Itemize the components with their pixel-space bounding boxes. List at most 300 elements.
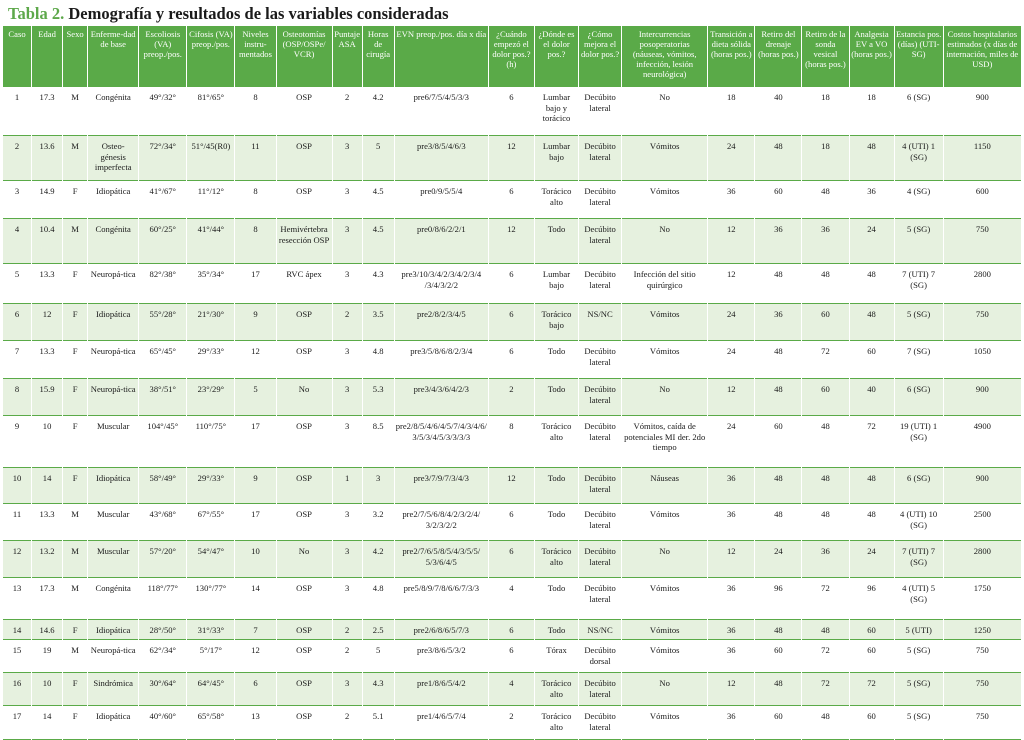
cell-sexo: M [63, 640, 87, 673]
cell-como-mejora: Decúbito lateral [579, 87, 621, 136]
cell-niveles-instrumentados: 17 [235, 416, 275, 468]
cell-estancia: 5 (SG) [895, 673, 943, 706]
cell-osteotomias: No [277, 541, 332, 578]
cell-donde-dolor: Lumbar bajo [535, 136, 578, 181]
cell-donde-dolor: Torácico alto [535, 706, 578, 740]
cell-enfermedad-de-base: Congénita [88, 219, 138, 264]
cell-niveles-instrumentados: 12 [235, 341, 275, 379]
cell-intercurrencias: No [622, 673, 707, 706]
cell-estancia: 5 (SG) [895, 219, 943, 264]
cell-cuando-dolor: 12 [489, 219, 534, 264]
cell-horas-de-cirugia: 3.2 [363, 504, 394, 541]
header-caso: Caso [3, 26, 31, 87]
cell-horas-de-cirugia: 3 [363, 468, 394, 504]
cell-niveles-instrumentados: 14 [235, 578, 275, 620]
cell-estancia: 5 (SG) [895, 640, 943, 673]
cell-evn: pre2/6/8/6/5/7/3 [395, 620, 488, 640]
cell-estancia: 4 (UTI) 5 (SG) [895, 578, 943, 620]
cell-donde-dolor: Torácico bajo [535, 304, 578, 341]
cell-costos: 750 [944, 304, 1021, 341]
cell-osteotomias: OSP [277, 620, 332, 640]
cell-escoliosis: 62°/34° [139, 640, 186, 673]
cell-transicion-dieta: 36 [708, 504, 754, 541]
cell-intercurrencias: Infección del sitio quirúrgico [622, 264, 707, 304]
cell-puntaje-asa: 3 [333, 341, 362, 379]
cell-donde-dolor: Torácico alto [535, 541, 578, 578]
table-row [3, 578, 1021, 620]
cell-osteotomias: OSP [277, 468, 332, 504]
cell-donde-dolor: Lumbar bajo [535, 264, 578, 304]
cell-caso: 17 [3, 706, 31, 740]
cell-enfermedad-de-base: Muscular [88, 541, 138, 578]
cell-edad: 14 [32, 468, 62, 504]
cell-enfermedad-de-base: Muscular [88, 416, 138, 468]
cell-estancia: 7 (UTI) 7 (SG) [895, 541, 943, 578]
cell-como-mejora: Decúbito lateral [579, 379, 621, 416]
cell-retiro-drenaje: 36 [755, 219, 801, 264]
cell-donde-dolor: Todo [535, 578, 578, 620]
cell-estancia: 4 (UTI) 10 (SG) [895, 504, 943, 541]
cell-analgesia: 48 [850, 504, 894, 541]
cell-donde-dolor: Torácico alto [535, 673, 578, 706]
cell-cuando-dolor: 12 [489, 468, 534, 504]
header-osteotomias: Osteotomías (OSP/OSPe/ VCR) [277, 26, 332, 87]
cell-cifosis: 11°/12° [187, 181, 234, 219]
cell-enfermedad-de-base: Congénita [88, 578, 138, 620]
header-como-mejora: ¿Cómo mejora el dolor pos.? [579, 26, 621, 87]
cell-estancia: 4 (UTI) 1 (SG) [895, 136, 943, 181]
cell-cuando-dolor: 6 [489, 87, 534, 136]
cell-puntaje-asa: 2 [333, 706, 362, 740]
cell-horas-de-cirugia: 3.5 [363, 304, 394, 341]
cell-intercurrencias: Náuseas [622, 468, 707, 504]
cell-caso: 15 [3, 640, 31, 673]
cell-como-mejora: Decúbito lateral [579, 673, 621, 706]
cell-osteotomias: OSP [277, 673, 332, 706]
cell-escoliosis: 41°/67° [139, 181, 186, 219]
cell-cifosis: 65°/58° [187, 706, 234, 740]
cell-sexo: F [63, 416, 87, 468]
cell-donde-dolor: Lumbar bajo y torácico [535, 87, 578, 136]
cell-intercurrencias: Vómitos [622, 504, 707, 541]
cell-costos: 900 [944, 468, 1021, 504]
cell-escoliosis: 40°/60° [139, 706, 186, 740]
cell-cifosis: 29°/33° [187, 341, 234, 379]
cell-intercurrencias: No [622, 219, 707, 264]
cell-estancia: 5 (SG) [895, 706, 943, 740]
table-row [3, 468, 1021, 504]
cell-retiro-sonda: 18 [802, 136, 848, 181]
cell-puntaje-asa: 3 [333, 578, 362, 620]
header-evn: EVN preop./pos. día x día [395, 26, 488, 87]
cell-evn: pre3/8/5/4/6/3 [395, 136, 488, 181]
header-escoliosis: Escoliosis (VA) preop./pos. [139, 26, 186, 87]
cell-donde-dolor: Todo [535, 504, 578, 541]
cell-como-mejora: Decúbito lateral [579, 264, 621, 304]
table-row [3, 620, 1021, 640]
cell-cuando-dolor: 6 [489, 640, 534, 673]
cell-edad: 15.9 [32, 379, 62, 416]
cell-horas-de-cirugia: 5 [363, 136, 394, 181]
cell-retiro-sonda: 72 [802, 640, 848, 673]
cell-horas-de-cirugia: 5.1 [363, 706, 394, 740]
cell-evn: pre6/7/5/4/5/3/3 [395, 87, 488, 136]
cell-estancia: 6 (SG) [895, 87, 943, 136]
cell-evn: pre1/4/6/5/7/4 [395, 706, 488, 740]
cell-retiro-drenaje: 48 [755, 504, 801, 541]
cell-transicion-dieta: 12 [708, 379, 754, 416]
cell-transicion-dieta: 36 [708, 640, 754, 673]
cell-donde-dolor: Torácico alto [535, 416, 578, 468]
cell-horas-de-cirugia: 4.2 [363, 87, 394, 136]
cell-analgesia: 60 [850, 341, 894, 379]
cell-intercurrencias: Vómitos [622, 136, 707, 181]
cell-transicion-dieta: 36 [708, 468, 754, 504]
table-row [3, 181, 1021, 219]
cell-como-mejora: Decúbito lateral [579, 219, 621, 264]
cell-retiro-sonda: 48 [802, 264, 848, 304]
cell-evn: pre2/8/2/3/4/5 [395, 304, 488, 341]
cell-enfermedad-de-base: Neuropá-tica [88, 640, 138, 673]
header-cifosis: Cifosis (VA) preop./pos. [187, 26, 234, 87]
cell-retiro-sonda: 18 [802, 87, 848, 136]
cell-sexo: F [63, 620, 87, 640]
cell-niveles-instrumentados: 6 [235, 673, 275, 706]
cell-caso: 10 [3, 468, 31, 504]
cell-retiro-drenaje: 48 [755, 379, 801, 416]
cell-horas-de-cirugia: 2.5 [363, 620, 394, 640]
cell-intercurrencias: Vómitos [622, 304, 707, 341]
cell-analgesia: 24 [850, 219, 894, 264]
cell-transicion-dieta: 12 [708, 219, 754, 264]
table-caption [2, 0, 1022, 26]
table-row [3, 219, 1021, 264]
header-row [3, 26, 1021, 87]
cell-edad: 19 [32, 640, 62, 673]
results-table [2, 26, 1022, 740]
cell-osteotomias: Hemivértebra resección OSP [277, 219, 332, 264]
table-row [3, 706, 1021, 740]
cell-analgesia: 24 [850, 541, 894, 578]
cell-edad: 17.3 [32, 87, 62, 136]
table-row [3, 341, 1021, 379]
cell-costos: 4900 [944, 416, 1021, 468]
cell-transicion-dieta: 24 [708, 416, 754, 468]
cell-retiro-drenaje: 60 [755, 706, 801, 740]
cell-retiro-sonda: 48 [802, 504, 848, 541]
cell-como-mejora: NS/NC [579, 304, 621, 341]
cell-donde-dolor: Todo [535, 379, 578, 416]
cell-retiro-drenaje: 36 [755, 304, 801, 341]
cell-intercurrencias: Vómitos [622, 620, 707, 640]
cell-osteotomias: OSP [277, 640, 332, 673]
header-donde-dolor: ¿Dónde es el dolor pos.? [535, 26, 578, 87]
cell-niveles-instrumentados: 8 [235, 181, 275, 219]
cell-retiro-sonda: 60 [802, 304, 848, 341]
cell-evn: pre2/8/5/4/6/4/5/7/4/3/4/6/ 3/5/3/4/5/3/3/3/3 [395, 416, 488, 468]
cell-puntaje-asa: 3 [333, 181, 362, 219]
cell-caso: 11 [3, 504, 31, 541]
cell-horas-de-cirugia: 5 [363, 640, 394, 673]
cell-costos: 900 [944, 87, 1021, 136]
cell-horas-de-cirugia: 4.2 [363, 541, 394, 578]
cell-cifosis: 5°/17° [187, 640, 234, 673]
cell-osteotomias: OSP [277, 181, 332, 219]
cell-cifosis: 64°/45° [187, 673, 234, 706]
cell-intercurrencias: Vómitos [622, 341, 707, 379]
cell-retiro-drenaje: 48 [755, 341, 801, 379]
cell-niveles-instrumentados: 11 [235, 136, 275, 181]
cell-enfermedad-de-base: Idiopática [88, 181, 138, 219]
cell-edad: 13.3 [32, 264, 62, 304]
cell-donde-dolor: Tórax [535, 640, 578, 673]
header-costos: Costos hospitalarios estimados (x días de internación, miles de USD) [944, 26, 1021, 87]
cell-transicion-dieta: 12 [708, 264, 754, 304]
cell-osteotomias: OSP [277, 304, 332, 341]
cell-costos: 2800 [944, 541, 1021, 578]
cell-caso: 5 [3, 264, 31, 304]
header-horas-de-cirugia: Horas de cirugía [363, 26, 394, 87]
cell-transicion-dieta: 36 [708, 578, 754, 620]
cell-intercurrencias: No [622, 87, 707, 136]
cell-horas-de-cirugia: 4.5 [363, 181, 394, 219]
cell-cuando-dolor: 2 [489, 706, 534, 740]
cell-analgesia: 48 [850, 264, 894, 304]
cell-evn: pre3/5/8/6/8/2/3/4 [395, 341, 488, 379]
cell-puntaje-asa: 2 [333, 640, 362, 673]
cell-como-mejora: NS/NC [579, 620, 621, 640]
cell-escoliosis: 60°/25° [139, 219, 186, 264]
cell-caso: 6 [3, 304, 31, 341]
cell-intercurrencias: Vómitos, caída de potenciales MI der. 2do tiempo [622, 416, 707, 468]
cell-osteotomias: OSP [277, 87, 332, 136]
cell-retiro-sonda: 48 [802, 706, 848, 740]
cell-niveles-instrumentados: 17 [235, 504, 275, 541]
cell-transicion-dieta: 36 [708, 181, 754, 219]
cell-sexo: M [63, 219, 87, 264]
cell-retiro-drenaje: 48 [755, 136, 801, 181]
cell-sexo: F [63, 379, 87, 416]
cell-cuando-dolor: 4 [489, 578, 534, 620]
cell-evn: pre0/9/5/5/4 [395, 181, 488, 219]
cell-horas-de-cirugia: 5.3 [363, 379, 394, 416]
cell-sexo: F [63, 468, 87, 504]
cell-retiro-sonda: 48 [802, 620, 848, 640]
cell-retiro-drenaje: 48 [755, 468, 801, 504]
cell-como-mejora: Decúbito lateral [579, 706, 621, 740]
cell-edad: 14.6 [32, 620, 62, 640]
cell-transicion-dieta: 18 [708, 87, 754, 136]
cell-enfermedad-de-base: Muscular [88, 504, 138, 541]
cell-analgesia: 18 [850, 87, 894, 136]
cell-niveles-instrumentados: 9 [235, 304, 275, 341]
cell-edad: 13.2 [32, 541, 62, 578]
cell-evn: pre3/10/3/4/2/3/4/2/3/4 /3/4/3/2/2 [395, 264, 488, 304]
cell-transicion-dieta: 24 [708, 136, 754, 181]
header-enfermedad-de-base: Enferme-dad de base [88, 26, 138, 87]
cell-retiro-drenaje: 96 [755, 578, 801, 620]
cell-escoliosis: 72°/34° [139, 136, 186, 181]
cell-escoliosis: 28°/50° [139, 620, 186, 640]
cell-puntaje-asa: 2 [333, 304, 362, 341]
cell-estancia: 7 (SG) [895, 341, 943, 379]
cell-costos: 1250 [944, 620, 1021, 640]
cell-retiro-drenaje: 48 [755, 264, 801, 304]
cell-edad: 14 [32, 706, 62, 740]
cell-transicion-dieta: 36 [708, 620, 754, 640]
cell-escoliosis: 43°/68° [139, 504, 186, 541]
cell-analgesia: 96 [850, 578, 894, 620]
cell-puntaje-asa: 3 [333, 136, 362, 181]
cell-cuando-dolor: 4 [489, 673, 534, 706]
cell-caso: 13 [3, 578, 31, 620]
cell-niveles-instrumentados: 12 [235, 640, 275, 673]
cell-cuando-dolor: 6 [489, 541, 534, 578]
cell-sexo: M [63, 541, 87, 578]
cell-horas-de-cirugia: 4.8 [363, 341, 394, 379]
cell-retiro-drenaje: 60 [755, 416, 801, 468]
cell-escoliosis: 65°/45° [139, 341, 186, 379]
cell-cuando-dolor: 8 [489, 416, 534, 468]
cell-puntaje-asa: 3 [333, 504, 362, 541]
cell-donde-dolor: Todo [535, 468, 578, 504]
cell-edad: 14.9 [32, 181, 62, 219]
cell-puntaje-asa: 3 [333, 219, 362, 264]
cell-osteotomias: OSP [277, 578, 332, 620]
cell-analgesia: 36 [850, 181, 894, 219]
cell-cifosis: 21°/30° [187, 304, 234, 341]
cell-cuando-dolor: 6 [489, 181, 534, 219]
header-puntaje-asa: Puntaje ASA [333, 26, 362, 87]
cell-horas-de-cirugia: 4.8 [363, 578, 394, 620]
cell-estancia: 4 (SG) [895, 181, 943, 219]
cell-osteotomias: OSP [277, 416, 332, 468]
cell-retiro-drenaje: 60 [755, 181, 801, 219]
cell-como-mejora: Decúbito lateral [579, 136, 621, 181]
cell-costos: 1050 [944, 341, 1021, 379]
cell-transicion-dieta: 12 [708, 541, 754, 578]
cell-edad: 13.3 [32, 341, 62, 379]
cell-puntaje-asa: 2 [333, 87, 362, 136]
cell-enfermedad-de-base: Neuropá-tica [88, 264, 138, 304]
cell-cuando-dolor: 2 [489, 379, 534, 416]
cell-escoliosis: 57°/20° [139, 541, 186, 578]
cell-escoliosis: 82°/38° [139, 264, 186, 304]
cell-caso: 16 [3, 673, 31, 706]
header-intercurrencias: Intercurrencias posoperatorias (náuseas, vómitos, infección, lesión neurológica) [622, 26, 707, 87]
table-row [3, 304, 1021, 341]
cell-enfermedad-de-base: Neuropá-tica [88, 379, 138, 416]
cell-cuando-dolor: 6 [489, 620, 534, 640]
table-row [3, 379, 1021, 416]
cell-enfermedad-de-base: Congénita [88, 87, 138, 136]
cell-evn: pre2/7/6/5/8/5/4/3/5/5/ 5/3/6/4/5 [395, 541, 488, 578]
header-retiro-drenaje: Retiro del drenaje (horas pos.) [755, 26, 801, 87]
cell-escoliosis: 38°/51° [139, 379, 186, 416]
cell-puntaje-asa: 2 [333, 620, 362, 640]
cell-osteotomias: OSP [277, 136, 332, 181]
cell-sexo: F [63, 181, 87, 219]
cell-retiro-sonda: 48 [802, 416, 848, 468]
cell-costos: 750 [944, 219, 1021, 264]
cell-transicion-dieta: 24 [708, 341, 754, 379]
cell-estancia: 19 (UTI) 1 (SG) [895, 416, 943, 468]
table-row [3, 264, 1021, 304]
cell-edad: 10 [32, 416, 62, 468]
cell-puntaje-asa: 3 [333, 379, 362, 416]
cell-retiro-drenaje: 48 [755, 620, 801, 640]
cell-donde-dolor: Todo [535, 219, 578, 264]
cell-enfermedad-de-base: Sindrómica [88, 673, 138, 706]
cell-costos: 600 [944, 181, 1021, 219]
cell-costos: 750 [944, 706, 1021, 740]
cell-intercurrencias: No [622, 541, 707, 578]
cell-cuando-dolor: 6 [489, 264, 534, 304]
cell-analgesia: 60 [850, 620, 894, 640]
cell-donde-dolor: Todo [535, 341, 578, 379]
cell-evn: pre1/8/6/5/4/2 [395, 673, 488, 706]
cell-cifosis: 81°/65° [187, 87, 234, 136]
cell-escoliosis: 58°/49° [139, 468, 186, 504]
cell-niveles-instrumentados: 5 [235, 379, 275, 416]
cell-escoliosis: 118°/77° [139, 578, 186, 620]
cell-horas-de-cirugia: 4.5 [363, 219, 394, 264]
cell-enfermedad-de-base: Idiopática [88, 620, 138, 640]
cell-estancia: 6 (SG) [895, 468, 943, 504]
cell-analgesia: 40 [850, 379, 894, 416]
cell-puntaje-asa: 3 [333, 541, 362, 578]
caption-text: Demografía y resultados de las variables consideradas [68, 4, 449, 23]
cell-niveles-instrumentados: 17 [235, 264, 275, 304]
header-niveles-instrumentados: Niveles instru-mentados [235, 26, 275, 87]
cell-caso: 9 [3, 416, 31, 468]
cell-niveles-instrumentados: 8 [235, 219, 275, 264]
cell-analgesia: 72 [850, 416, 894, 468]
cell-donde-dolor: Torácico alto [535, 181, 578, 219]
cell-evn: pre2/7/5/6/8/4/2/3/2/4/ 3/2/3/2/2 [395, 504, 488, 541]
cell-sexo: M [63, 87, 87, 136]
header-cuando-dolor: ¿Cuándo empezó el dolor pos.? (h) [489, 26, 534, 87]
cell-caso: 3 [3, 181, 31, 219]
cell-evn: pre3/7/9/7/3/4/3 [395, 468, 488, 504]
header-transicion-dieta: Transición a dieta sólida (horas pos.) [708, 26, 754, 87]
cell-evn: pre0/8/6/2/2/1 [395, 219, 488, 264]
cell-evn: pre3/8/6/5/3/2 [395, 640, 488, 673]
cell-evn: pre3/4/3/6/4/2/3 [395, 379, 488, 416]
cell-retiro-sonda: 36 [802, 219, 848, 264]
cell-costos: 2800 [944, 264, 1021, 304]
cell-costos: 2500 [944, 504, 1021, 541]
table-row [3, 504, 1021, 541]
cell-retiro-sonda: 72 [802, 673, 848, 706]
cell-costos: 1150 [944, 136, 1021, 181]
cell-como-mejora: Decúbito lateral [579, 468, 621, 504]
cell-sexo: M [63, 504, 87, 541]
cell-como-mejora: Decúbito dorsal [579, 640, 621, 673]
cell-edad: 13.6 [32, 136, 62, 181]
cell-sexo: F [63, 304, 87, 341]
cell-retiro-sonda: 48 [802, 468, 848, 504]
cell-estancia: 6 (SG) [895, 379, 943, 416]
cell-sexo: F [63, 264, 87, 304]
cell-retiro-sonda: 48 [802, 181, 848, 219]
table-row [3, 416, 1021, 468]
cell-retiro-sonda: 60 [802, 379, 848, 416]
cell-costos: 900 [944, 379, 1021, 416]
cell-osteotomias: No [277, 379, 332, 416]
cell-caso: 2 [3, 136, 31, 181]
cell-enfermedad-de-base: Idiopática [88, 706, 138, 740]
